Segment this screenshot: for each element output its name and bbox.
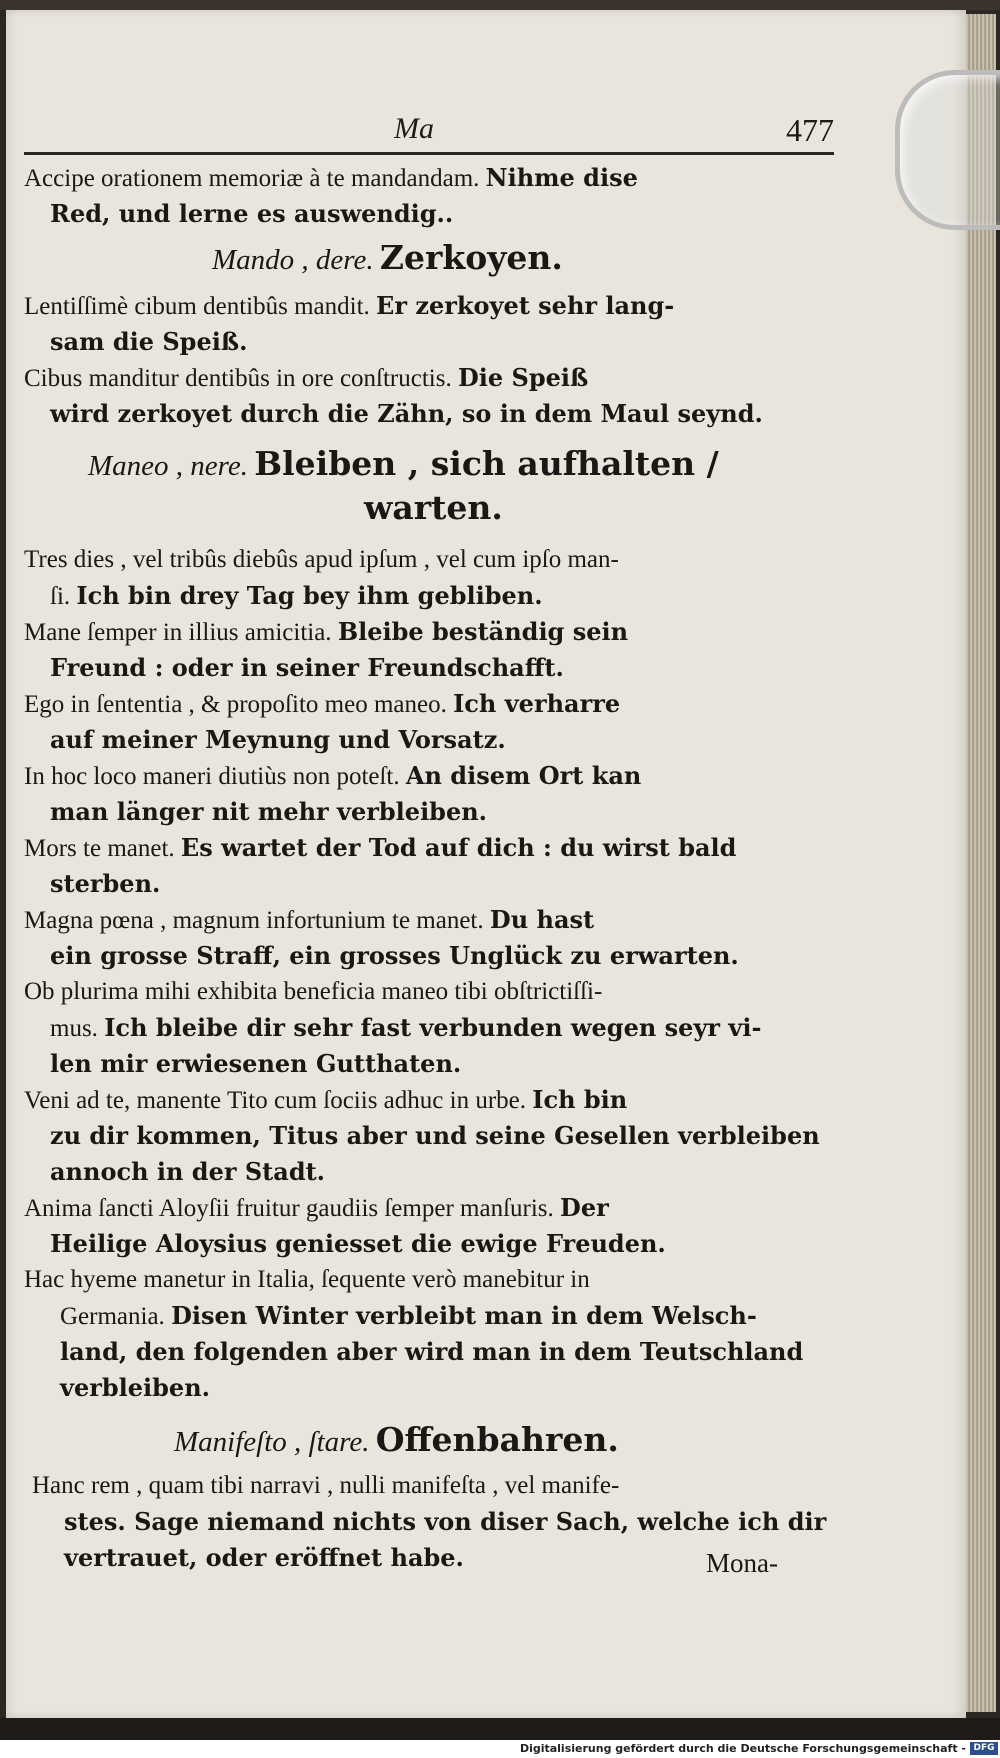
- page-stack-edge: [966, 14, 996, 1712]
- running-header: [24, 112, 834, 152]
- book-top-edge: [0, 0, 1000, 10]
- text-line: Germania. Disen Winter verbleibt man in dem Welsch-: [60, 1301, 757, 1330]
- digitization-footer: [0, 1740, 1000, 1758]
- text-line: vertrauet, oder eröffnet habe.: [64, 1543, 464, 1572]
- text-line: stes. Sage niemand nichts von diser Sach, welche ich dir: [64, 1507, 827, 1536]
- page-clip: [895, 70, 1000, 230]
- text-line: land, den folgenden aber wird man in dem Teutschland: [60, 1337, 804, 1366]
- dfg-logo-icon: DFG: [970, 1742, 998, 1755]
- page-number: 477: [786, 112, 834, 148]
- entry-heading: Mando , dere. Zerkoyen.: [212, 238, 563, 277]
- entry-heading-cont: warten.: [364, 488, 503, 527]
- book-bottom-edge: [0, 1718, 1000, 1740]
- text-line: Tres dies , vel tribûs diebûs apud ipſum , vel cum ipſo man-: [24, 546, 619, 573]
- text-line: annoch in der Stadt.: [50, 1157, 326, 1186]
- text-line: ein grosse Straff, ein grosses Unglück zu erwarten.: [50, 941, 739, 970]
- text-line: Veni ad te, manente Tito cum ſociis adhuc in urbe. Ich bin: [24, 1085, 628, 1114]
- text-line: sam die Speiß.: [50, 327, 248, 356]
- entry-heading: Manifeſto , ſtare. Offenbahren.: [174, 1420, 619, 1459]
- text-line: In hoc loco maneri diutiùs non poteſt. An disem Ort kan: [24, 761, 642, 790]
- entry-heading: Maneo , nere. Bleiben , sich aufhalten /: [88, 444, 719, 483]
- header-rule: [24, 152, 834, 155]
- text-line: verbleiben.: [60, 1373, 210, 1402]
- text-line: Freund : oder in seiner Freundschafft.: [50, 653, 564, 682]
- text-line: Ego in ſententia , & propoſito meo maneo. Ich verharre: [24, 689, 621, 718]
- text-line: Cibus manditur dentibûs in ore conſtructis. Die Speiß: [24, 363, 589, 392]
- text-line: Mors te manet. Es wartet der Tod auf dich : du wirst bald: [24, 833, 737, 862]
- footer-credit: Digitalisierung gefördert durch die Deutsche Forschungsgemeinschaft -: [519, 1742, 966, 1755]
- text-line: Hac hyeme manetur in Italia, ſequente verò manebitur in: [24, 1266, 590, 1293]
- text-line: sterben.: [50, 869, 161, 898]
- text-line: Hanc rem , quam tibi narravi , nulli manifeſta , vel manife-: [32, 1472, 620, 1499]
- text-line: Accipe orationem memoriæ à te mandandam. Nihme dise: [24, 163, 638, 192]
- text-line: Magna pœna , magnum infortunium te manet. Du hast: [24, 905, 595, 934]
- catchword: Mona-: [706, 1548, 778, 1578]
- text-line: auf meiner Meynung und Vorsatz.: [50, 725, 506, 754]
- text-line: len mir erwiesenen Gutthaten.: [50, 1049, 462, 1078]
- text-line: Lentiſſimè cibum dentibûs mandit. Er zerkoyet sehr lang-: [24, 291, 675, 320]
- text-line: man länger nit mehr verbleiben.: [50, 797, 488, 826]
- text-line: mus. Ich bleibe dir sehr fast verbunden wegen seyr vi-: [50, 1013, 762, 1042]
- text-line: Red, und lerne es auswendig..: [50, 199, 454, 228]
- text-line: zu dir kommen, Titus aber und seine Gesellen verbleiben: [50, 1121, 820, 1150]
- header-word: Ma: [394, 112, 434, 145]
- text-line: Ob plurima mihi exhibita beneficia maneo tibi obſtrictiſſi-: [24, 978, 603, 1005]
- text-line: Heilige Aloysius geniesset die ewige Freuden.: [50, 1229, 666, 1258]
- text-line: wird zerkoyet durch die Zähn, so in dem Maul seynd.: [50, 399, 763, 428]
- text-line: ſi. Ich bin drey Tag bey ihm gebliben.: [50, 581, 543, 610]
- text-line: Anima ſancti Aloyſii fruitur gaudiis ſemper manſuris. Der: [24, 1193, 609, 1222]
- text-line: Mane ſemper in illius amicitia. Bleibe beständig sein: [24, 617, 629, 646]
